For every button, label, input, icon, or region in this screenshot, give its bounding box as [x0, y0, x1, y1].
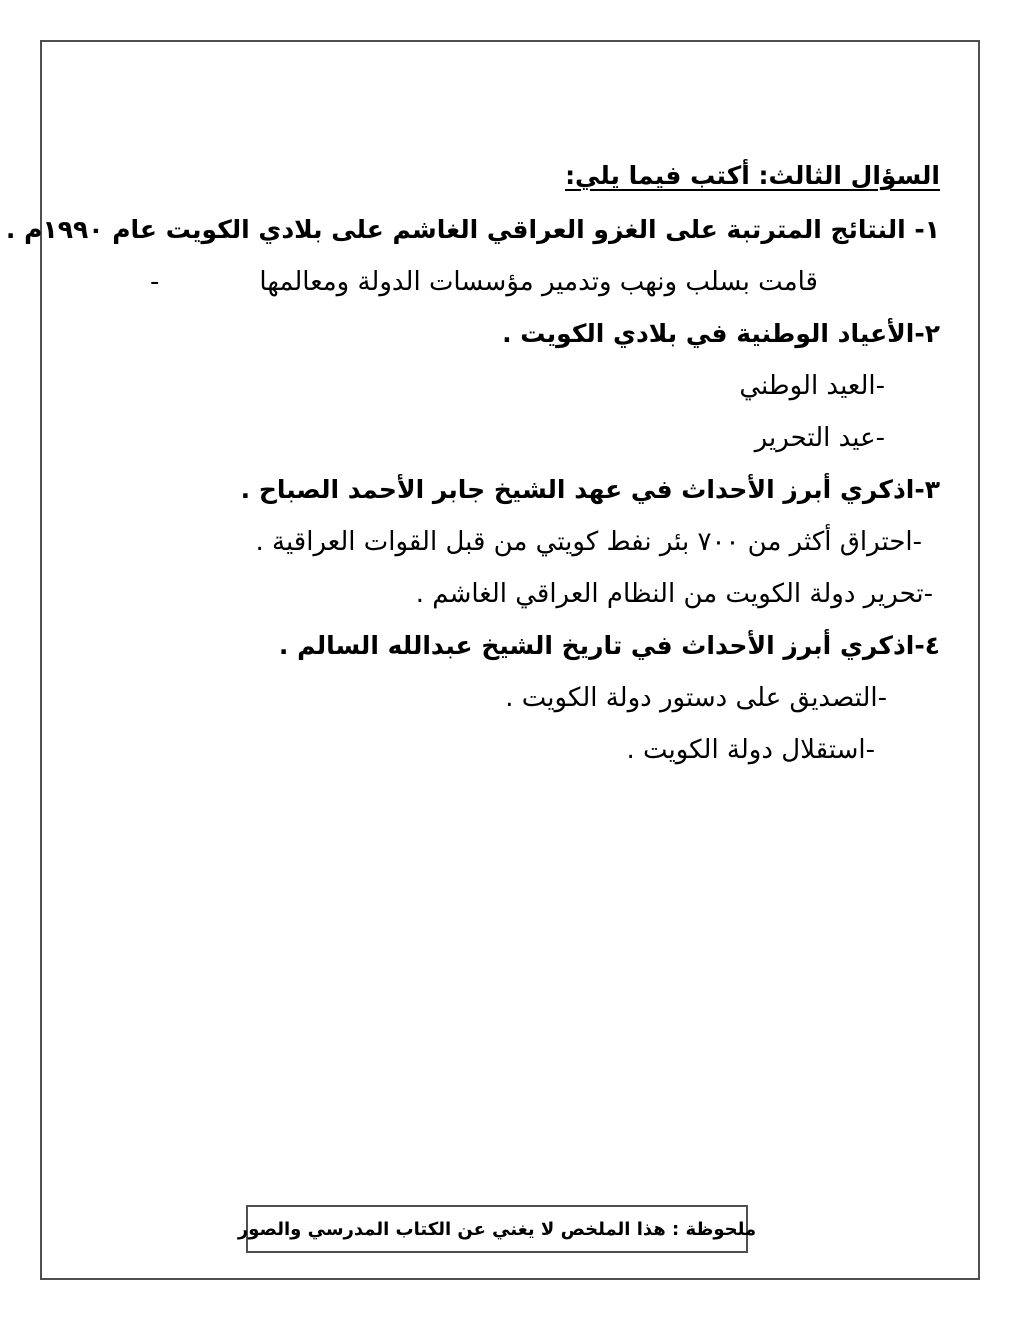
question-2-answer-1: -العيد الوطني [739, 371, 885, 401]
question-4-answer-1: -التصديق على دستور دولة الكويت . [505, 683, 887, 713]
question-3-answer-1: -احتراق أكثر من ٧٠٠ بئر نفط كويتي من قبل القوات العراقية . [255, 527, 922, 557]
note-box [237, 1205, 757, 1253]
question-2-answer-2: -عيد التحرير [754, 423, 885, 453]
question-3-title: ٣-اذكري أبرز الأحداث في عهد الشيخ جابر الأحمد الصباح . [240, 475, 940, 504]
answer-trailing-dash: - [150, 267, 160, 297]
question-1-answer [70, 256, 940, 308]
question-1-answer-text: قامت بسلب ونهب وتدمير مؤسسات الدولة ومعالمها [259, 267, 818, 297]
question-2-title: ٢-الأعياد الوطنية في بلادي الكويت . [502, 319, 940, 348]
question-1-title: ١- النتائج المترتبة على الغزو العراقي الغاشم على بلادي الكويت عام ١٩٩٠م . [5, 215, 940, 244]
question-4-answer-2: -استقلال دولة الكويت . [626, 735, 875, 765]
section-heading: السؤال الثالث: أكتب فيما يلي: [565, 161, 940, 190]
note-text: ملحوظة : هذا الملخص لا يغني عن الكتاب المدرسي والصور [237, 1218, 757, 1240]
document-content [5, 148, 940, 776]
question-3-answer-2: -تحرير دولة الكويت من النظام العراقي الغاشم . [415, 579, 933, 609]
question-4-title: ٤-اذكري أبرز الأحداث في تاريخ الشيخ عبدالله السالم . [278, 631, 940, 660]
